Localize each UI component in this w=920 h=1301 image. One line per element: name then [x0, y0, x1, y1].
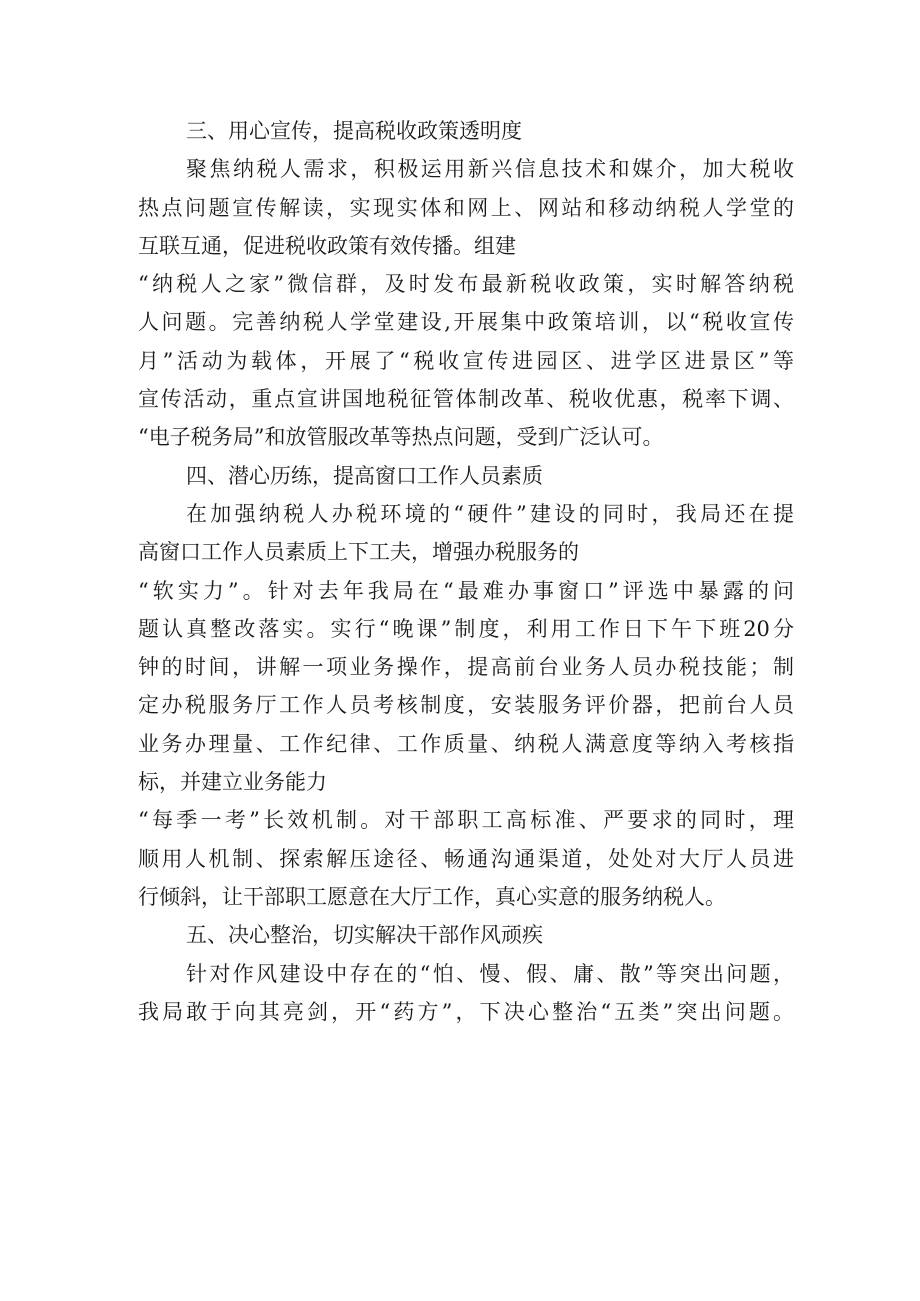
paragraph-line: 在加强纳税人办税环境的“硬件”建设的同时，我局还在提	[186, 501, 794, 526]
paragraph-line: “纳税人之家”微信群，及时发布最新税收政策，实时解答纳税	[138, 272, 794, 297]
document-body	[138, 112, 794, 1031]
paragraph-line: “电子税务局”和放管服改革等热点问题，受到广泛认可。	[138, 425, 664, 450]
paragraph-line: 宣传活动，重点宣讲国地税征管体制改革、税收优惠，税率下调、	[138, 387, 794, 412]
paragraph-line: 高窗口工作人员素质上下工夫，增强办税服务的	[138, 540, 579, 565]
paragraph-line: 聚焦纳税人需求，积极运用新兴信息技术和媒介，加大税收	[186, 157, 794, 182]
paragraph-line: 定办税服务厅工作人员考核制度，安装服务评价器，把前台人员	[138, 693, 794, 718]
paragraph-line: 业务办理量、工作纪律、工作质量、纳税人满意度等纳入考核指	[138, 731, 794, 756]
paragraph-line: 针对作风建设中存在的“怕、慢、假、庸、散”等突出问题，	[186, 961, 794, 986]
paragraph-line: 我局敢于向其亮剑，开“药方”，下决心整治“五类”突出问题。	[138, 999, 794, 1024]
paragraph-line: 热点问题宣传解读，实现实体和网上、网站和移动纳税人学堂的	[138, 195, 794, 220]
paragraph-line: 钟的时间，讲解一项业务操作，提高前台业务人员办税技能；制	[138, 655, 794, 680]
paragraph-line: 人问题。完善纳税人学堂建设,开展集中政策培训，以“税收宣传	[138, 310, 794, 335]
paragraph-line: 题认真整改落实。实行“晚课”制度，利用工作日下午下班20分	[138, 616, 794, 641]
paragraph-line: 互联互通，促进税收政策有效传播。组建	[138, 233, 516, 258]
section-heading-3: 三、用心宣传，提高税收政策透明度	[186, 119, 522, 143]
paragraph-line: “软实力”。针对去年我局在“最难办事窗口”评选中暴露的问	[138, 578, 794, 603]
section-heading-4: 四、潜心历练，提高窗口工作人员素质	[186, 463, 543, 488]
paragraph-line: “每季一考”长效机制。对干部职工高标准、严要求的同时，理	[138, 808, 794, 833]
paragraph-line: 行倾斜，让干部职工愿意在大厅工作，真心实意的服务纳税人。	[138, 884, 726, 909]
paragraph-line: 标，并建立业务能力	[138, 770, 327, 795]
paragraph-line: 月”活动为载体，开展了“税收宣传进园区、进学区进景区”等	[138, 348, 794, 373]
paragraph-line: 顺用人机制、探索解压途径、畅通沟通渠道，处处对大厅人员进	[138, 846, 794, 871]
section-heading-5: 五、决心整治，切实解决干部作风顽疾	[186, 923, 543, 948]
